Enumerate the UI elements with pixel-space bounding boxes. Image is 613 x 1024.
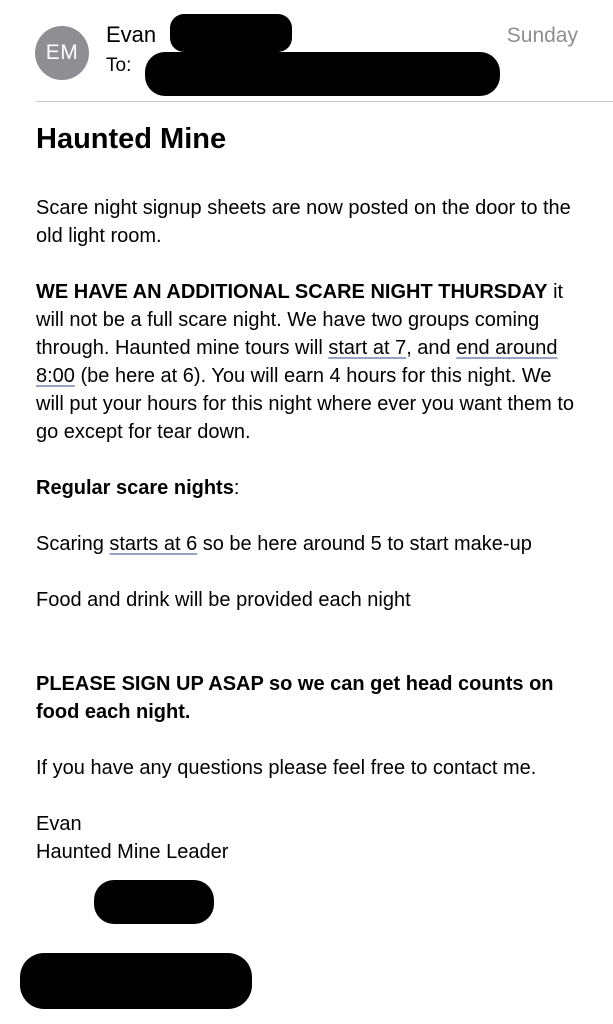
colon: : (233, 477, 240, 499)
paragraph-scaring (36, 530, 581, 558)
additional-night-heading: WE HAVE AN ADDITIONAL SCARE NIGHT THURSDAY (36, 281, 548, 303)
paragraph-sign-up: PLEASE SIGN UP ASAP so we can get head counts on food each night. (36, 673, 554, 723)
paragraph-text: (be here at 6). You will earn 4 hours for this night. We will put your hours for this night where ever you want them to go except for tear down. (36, 365, 575, 443)
redacted-signature-contact[interactable] (20, 953, 252, 1009)
paragraph-text: Scaring (36, 533, 110, 555)
to-label: To: (106, 55, 132, 76)
start-time-link[interactable]: start at 7 (328, 337, 407, 359)
sender-avatar[interactable]: EM (35, 26, 89, 80)
paragraph-food: Food and drink will be provided each night (36, 589, 411, 611)
paragraph-text: so be here around 5 to start make-up (197, 533, 532, 555)
message-date: Sunday (506, 24, 578, 47)
end-time-link[interactable]: end around 8:00 (36, 337, 558, 387)
paragraph-text: , and (406, 337, 457, 359)
to-line (106, 55, 131, 77)
header-divider (36, 101, 613, 102)
scaring-time-link[interactable]: starts at 6 (109, 533, 198, 555)
message-header (0, 0, 613, 103)
regular-nights-heading (36, 474, 581, 502)
signature-title: Haunted Mine Leader (36, 841, 229, 863)
paragraph-questions: If you have any questions please feel free to contact me. (36, 757, 537, 779)
paragraph-text: it will not be a full scare night. We have two groups coming through. Haunted mine tours will (36, 281, 564, 359)
sender-name[interactable] (106, 22, 156, 48)
regular-nights-label: Regular scare nights (36, 477, 234, 499)
signature-name: Evan (36, 813, 82, 835)
redacted-signature-lastname (94, 880, 214, 924)
message-subject: Haunted Mine (36, 123, 227, 155)
redacted-recipient[interactable] (145, 52, 500, 96)
redacted-sender-lastname (170, 14, 292, 52)
paragraph-additional-night (36, 278, 581, 446)
sender-first-name: Evan (106, 22, 157, 47)
message-body (36, 118, 581, 866)
paragraph-signup: Scare night signup sheets are now posted on the door to the old light room. (36, 197, 571, 247)
